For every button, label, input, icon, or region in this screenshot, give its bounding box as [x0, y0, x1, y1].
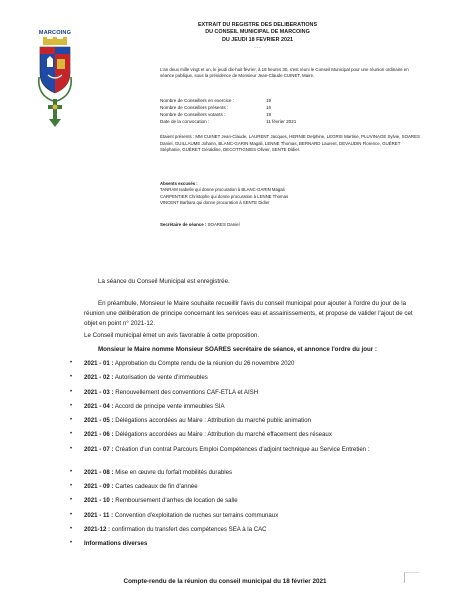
count-value: 11 février 2021 [266, 118, 297, 124]
agenda-item [70, 446, 422, 469]
agenda-item [70, 469, 422, 483]
crest-label: MARCOING [38, 30, 72, 36]
agenda-item-text: Informations diverses [84, 540, 148, 548]
agenda-item [70, 389, 422, 403]
count-label: Nombre de Conseillers en exercice : [160, 98, 235, 103]
bullet-icon: • [70, 445, 73, 452]
count-row [160, 119, 422, 126]
bullet-icon: • [70, 374, 73, 381]
secretary-label: Secrétaire de séance : [160, 222, 207, 227]
agenda-item-text: Accord de principe vente immeubles SIA [114, 402, 225, 410]
agenda-item [70, 526, 422, 540]
bullet-icon: • [70, 360, 73, 366]
title-line-2: DU CONSEIL MUNICIPAL DE MARCOING [205, 29, 310, 36]
agenda-item-text: Cartes cadeaux de fin d'année [115, 483, 198, 491]
absent-line: VINCENT Barbara qui donne procuration à SENTE Didier [160, 200, 270, 206]
agenda-item-number: 2021 - 02 : [84, 374, 114, 382]
agenda-item-number: 2021 - 09 : [84, 483, 114, 491]
agenda-item-number: 2021 - 03 : [84, 388, 114, 396]
paragraph-favorable: Le Conseil municipal émet un avis favorable à cette proposition. [84, 332, 260, 339]
agenda-item-number: 2021 - 06 : [84, 431, 114, 439]
agenda-item-number: 2021 - 01 : [84, 360, 114, 367]
agenda-list [70, 360, 422, 555]
session-secretary [160, 222, 422, 227]
agenda-item [70, 374, 422, 388]
agenda-item-number: 2021 - 05 : [84, 417, 114, 425]
agenda-item [70, 417, 422, 431]
secretary-value: SOARES Daniel [207, 222, 240, 227]
agenda-item [70, 403, 422, 417]
agenda-item-number: 2021-12 : [84, 525, 111, 533]
bullet-icon: • [70, 483, 73, 490]
coat-of-arms-icon [35, 37, 75, 131]
agenda-item [70, 497, 422, 511]
bullet-icon: • [70, 540, 73, 547]
agenda-item [70, 540, 422, 554]
bullet-icon: • [70, 525, 73, 532]
absent-line: TANRAM Isabelle qui donne procuration à BLANC-GARIN Magali [160, 187, 285, 193]
bullet-icon: • [70, 417, 73, 424]
agenda-item-text: Renouvellement des conventions CAF-ETLA et AISH [115, 388, 259, 396]
page-footer: Compte-rendu de la réunion du conseil municipal du 18 février 2021 [123, 578, 327, 585]
count-row [160, 112, 422, 119]
count-label: Nombre de Conseillers votants : [160, 111, 226, 117]
town-crest [34, 30, 76, 131]
agenda-item-number: 2021 - 07 : [84, 445, 114, 453]
paragraph-preamble: En préambule, Monsieur le Maire souhaite recueillir l'avis du conseil municipal pour ajouter à l'ordre du jour de la réunion une délibération de principe concernant les services eau et assainissements, et propose de valider l'ajout de cet objet en point n° 2021-12. [84, 300, 413, 328]
agenda-item [70, 431, 422, 445]
absent-members [160, 181, 422, 207]
agenda-item-number: 2021 - 04 : [84, 402, 114, 410]
agenda-item-number: 2021 - 08 : [84, 468, 114, 476]
paragraph-agenda-intro: Monsieur le Maire nomme Monsieur SOARES secrétaire de séance, et annonce l'ordre du jour : [98, 346, 377, 353]
agenda-item [70, 483, 422, 497]
bullet-icon: • [70, 402, 73, 409]
agenda-item-text: confirmation du transfert des compétences SEA à la CAC [111, 525, 267, 533]
bullet-icon: • [70, 468, 73, 475]
count-value: 19 [266, 111, 272, 117]
title-line-3: DU JEUDI 18 FEVRIER 2021 [221, 36, 293, 43]
title-line-1: EXTRAIT DU REGISTRE DES DELIBERATIONS [197, 22, 318, 28]
agenda-item-text: Remboursement d'arrhes de location de salle [115, 497, 238, 505]
title-separator: - - - [254, 44, 261, 50]
agenda-item-number: 2021 - 11 : [84, 511, 114, 519]
agenda-item-text: Délégations accordées au Maire : Attribution du marché public animation [115, 417, 311, 425]
agenda-item-text: Approbation du Compte rendu de la réunion du 26 novembre 2020 [114, 360, 295, 367]
count-row [160, 105, 422, 112]
session-intro: L'an deux mille vingt et un, le jeudi dix-huit février, à 18 heures 30, s'est réuni le Conseil Municipal pour une réunion ordinaire en séance publique, sous la présidence de Monsieur Jean-Claude CUINET, Maire. [160, 67, 409, 79]
agenda-item-text: Autorisation de vente d'immeubles [114, 374, 208, 382]
session-counts [160, 98, 422, 126]
bullet-icon: • [70, 497, 73, 504]
absents-heading: Absents excusés : [160, 181, 198, 186]
count-value: 15 [266, 104, 272, 110]
bullet-icon: • [70, 511, 73, 518]
agenda-item-text: Convention d'exploitation de ruches sur terrains communaux [114, 511, 279, 519]
agenda-item-text: Mise en œuvre du forfait mobilités durables [115, 468, 233, 476]
agenda-item-number: 2021 - 10 : [84, 497, 114, 505]
bullet-icon: • [70, 431, 73, 438]
document-title [150, 22, 365, 49]
bullet-icon: • [70, 388, 73, 395]
count-label: Date de la convocation : [160, 118, 210, 124]
count-label: Nombre de Conseillers présents : [160, 104, 229, 110]
present-members: Étaient présents : MM CUINET Jean-Claude, LAURENT Jacques, HERNIE Delphine, LEGRIS Martine, PLUVINAGE Sylvie, SOARES Daniel, GUILLAUME Johann, BLANC-GARIN Magali, LENNE Thomas, BERNARD Laurent, DEVAUDIN Florence, GUÉRET Stéphanie, GUÉRET Géraldine, DECOTTIGNIES Olivier, SENTE Didier. [160, 134, 420, 153]
agenda-item [70, 360, 422, 374]
agenda-item [70, 512, 422, 526]
paragraph-recording: La séance du Conseil Municipal est enregistrée. [98, 278, 230, 285]
agenda-item-text: Création d'un contrat Parcours Emploi Compétences d'adjoint technique au Service Entretien : [115, 445, 370, 453]
count-value: 19 [266, 98, 272, 103]
agenda-item-text: Délégations accordées au Maire : Attribution du marché effacement des réseaux [115, 431, 332, 439]
absent-line: CARPENTIER Christophe qui donne procuration à LENNE Thomas [160, 193, 289, 199]
count-row [160, 98, 422, 105]
